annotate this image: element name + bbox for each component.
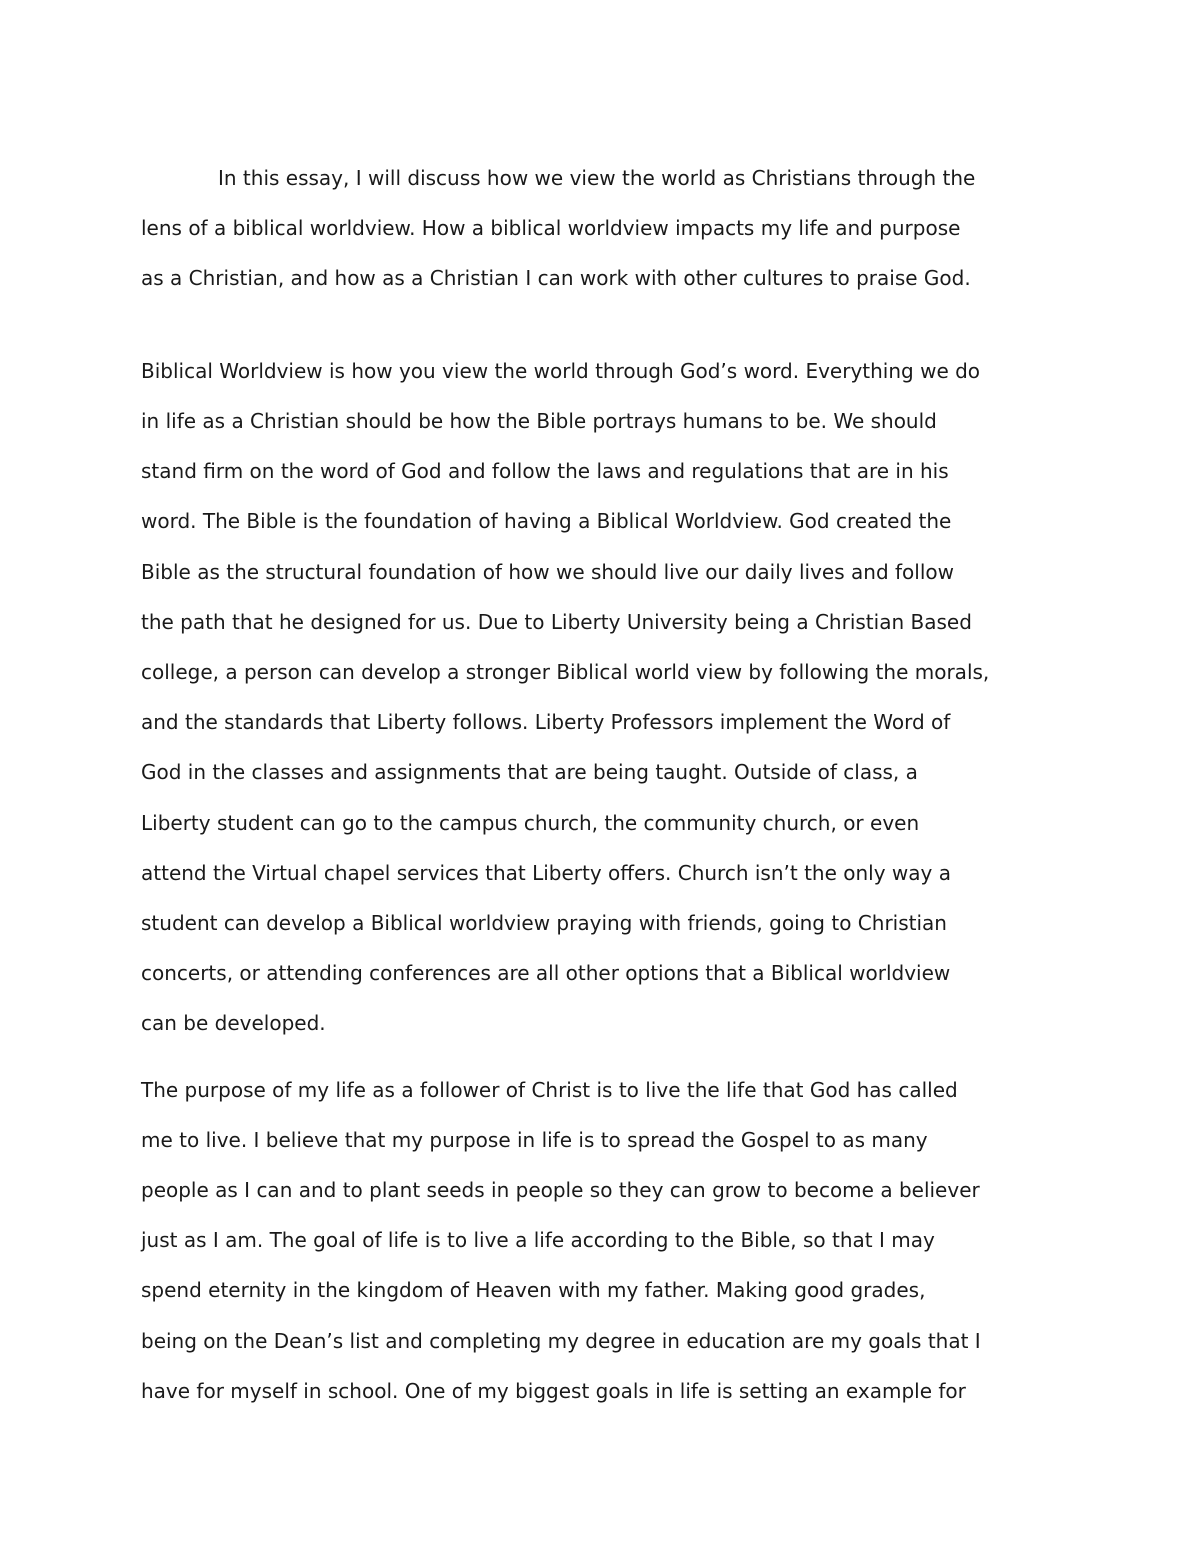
text-line: people as I can and to plant seeds in people so they can grow to become a believer — [141, 1178, 980, 1202]
text-line: Bible as the structural foundation of how we should live our daily lives and follow — [141, 560, 954, 584]
text-line: the path that he designed for us. Due to Liberty University being a Christian Based — [141, 610, 972, 634]
text-line: spend eternity in the kingdom of Heaven with my father. Making good grades, — [141, 1278, 926, 1302]
text-line: being on the Dean’s list and completing my degree in education are my goals that I — [141, 1329, 981, 1353]
text-line: Biblical Worldview is how you view the world through God’s word. Everything we do — [141, 359, 981, 383]
text-line: and the standards that Liberty follows. Liberty Professors implement the Word of — [141, 710, 951, 734]
text-line: student can develop a Biblical worldview praying with friends, going to Christian — [141, 911, 947, 935]
text-line: concerts, or attending conferences are all other options that a Biblical worldview — [141, 961, 951, 985]
text-line: The purpose of my life as a follower of Christ is to live the life that God has called — [141, 1078, 958, 1102]
text-line: lens of a biblical worldview. How a biblical worldview impacts my life and purpose — [141, 216, 961, 240]
text-line: word. The Bible is the foundation of having a Biblical Worldview. God created the — [141, 509, 952, 533]
text-line: have for myself in school. One of my biggest goals in life is setting an example for — [141, 1379, 966, 1403]
text-line: Liberty student can go to the campus church, the community church, or even — [141, 811, 920, 835]
text-line: in life as a Christian should be how the Bible portrays humans to be. We should — [141, 409, 937, 433]
text-line: God in the classes and assignments that are being taught. Outside of class, a — [141, 760, 918, 784]
text-line: me to live. I believe that my purpose in life is to spread the Gospel to as many — [141, 1128, 928, 1152]
text-line: just as I am. The goal of life is to live a life according to the Bible, so that I may — [141, 1228, 935, 1252]
text-line: as a Christian, and how as a Christian I can work with other cultures to praise God. — [141, 266, 971, 290]
text-line: can be developed. — [141, 1011, 326, 1035]
text-line: In this essay, I will discuss how we view the world as Christians through the — [218, 166, 976, 190]
text-line: stand firm on the word of God and follow the laws and regulations that are in his — [141, 459, 949, 483]
text-line: attend the Virtual chapel services that Liberty offers. Church isn’t the only way a — [141, 861, 951, 885]
text-line: college, a person can develop a stronger Biblical world view by following the morals, — [141, 660, 990, 684]
